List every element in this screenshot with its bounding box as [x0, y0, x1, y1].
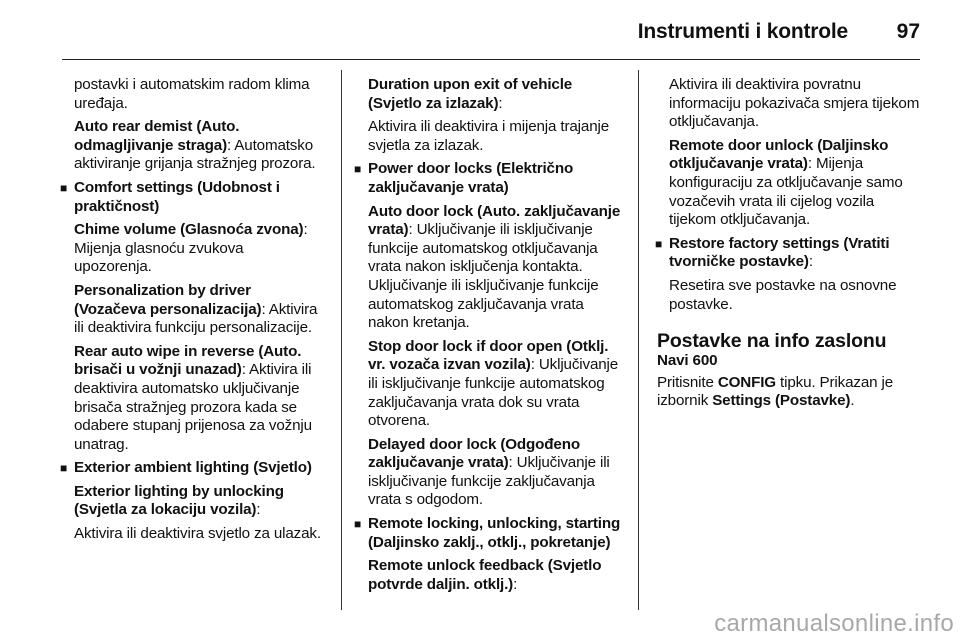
setting-name: Auto rear demist (Auto. odmagljivanje straga) [74, 118, 240, 154]
paragraph: Aktivira ili deaktivira povratnu informaciju pokazivača smjera tijekom otključavanja. [669, 76, 920, 131]
header-divider [62, 59, 920, 60]
bullet-item [356, 515, 624, 552]
setting-name: Stop door lock if door open (Otklj. vr. vozača izvan vozila) [368, 337, 609, 374]
paragraph [368, 203, 624, 333]
setting-description: : Mijenja konfiguraciju za otključavanje samo vozačevih vrata ili cijelog vozila tijekom otključavanja. [669, 155, 903, 229]
page-number: 97 [896, 20, 920, 43]
text-run: tipku. Prikazan je izbornik [657, 373, 894, 410]
setting-name: Remote door unlock (Daljinsko otključavanje vrata) [669, 136, 889, 173]
paragraph [74, 221, 322, 277]
paragraph: Aktivira ili deaktivira svjetlo za ulazak. [74, 525, 321, 543]
paragraph [657, 374, 923, 411]
bullet-heading: Comfort settings (Udobnost i praktičnost) [74, 178, 280, 215]
paragraph: Aktivira ili deaktivira i mijenja trajanje svjetla za izlazak. [368, 118, 610, 154]
bullet-heading: Remote locking, unlocking, starting (Daljinsko zaklj., otklj., pokretanje) [368, 515, 621, 551]
paragraph [74, 343, 322, 455]
setting-name: Rear auto wipe in reverse (Auto. brisači u vožnji unazad) [74, 342, 302, 379]
setting-description: : Uključivanje ili isključivanje funkcije automatskog otključavanja vrata nakon isključenja kontakta. Uključivanje ili isključivanje funkcije automatskog zaključavanja vrata nakon kretanja. [368, 221, 599, 332]
setting-name: Auto door lock (Auto. zaključavanje vrata) [368, 202, 621, 239]
paragraph [368, 436, 624, 510]
bullet-item [62, 459, 322, 478]
bullet-mark: ■ [354, 162, 362, 177]
setting-description: : Uključivanje ili isključivanje funkcije automatskog zaključavanja vrata dok su vrata otvorena. [368, 356, 619, 430]
column-3 [657, 76, 923, 411]
column-divider-2 [638, 70, 639, 610]
bullet-heading: Restore factory settings (Vratiti tvorničke postavke) [669, 234, 890, 271]
setting-description: : Automatsko aktiviranje grijanja stražnjeg prozora. [74, 136, 316, 173]
setting-description: : Uključivanje ili isključivanje funkcije zaključavanja vrata s odgodom. [368, 454, 610, 509]
bullet-mark: ■ [60, 461, 68, 476]
paragraph [368, 76, 624, 113]
bullet-mark: ■ [354, 517, 362, 532]
bullet-heading: Power door locks (Električno zaključavanje vrata) [368, 160, 574, 196]
button-name: CONFIG [717, 373, 776, 391]
setting-description: : [513, 575, 518, 593]
setting-description: : [256, 501, 261, 519]
bullet-colon: : [808, 253, 813, 271]
paragraph [368, 557, 624, 594]
bullet-item [356, 160, 624, 197]
setting-description: : Mijenja glasnoću zvukova upozorenja. [74, 221, 308, 276]
menu-name: Settings (Postavke) [712, 392, 851, 410]
text-run: Pritisnite [657, 373, 718, 391]
paragraph [74, 483, 322, 520]
setting-name: Chime volume (Glasnoća zvona) [74, 221, 304, 239]
setting-name: Duration upon exit of vehicle (Svjetlo za izlazak) [368, 76, 573, 112]
bullet-item [62, 179, 322, 216]
bullet-item [657, 235, 923, 272]
paragraph [74, 282, 322, 338]
section-title: Postavke na info zaslonu [657, 330, 887, 353]
section-subtitle: Navi 600 [657, 352, 718, 370]
paragraph: Resetira sve postavke na osnovne postavke. [669, 276, 897, 313]
watermark: carmanualsonline.info [714, 610, 954, 637]
bullet-mark: ■ [655, 236, 663, 251]
bullet-mark: ■ [60, 180, 68, 195]
column-divider-1 [341, 70, 342, 610]
setting-name: Exterior lighting by unlocking (Svjetla za lokaciju vozila) [74, 482, 284, 519]
paragraph [368, 338, 624, 431]
setting-name: Remote unlock feedback (Svjetlo potvrde daljin. otklj.) [368, 557, 602, 593]
setting-name: Personalization by driver (Vozačeva personalizacija) [74, 281, 262, 318]
setting-description: : Aktivira ili deaktivira funkciju personalizacije. [74, 300, 318, 337]
text-run: . [850, 392, 855, 410]
paragraph [74, 118, 322, 174]
setting-description: : [498, 94, 503, 112]
column-1 [62, 76, 322, 549]
paragraph: postavki i automatskim radom klima uređaja. [74, 76, 310, 112]
setting-name: Delayed door lock (Odgođeno zaključavanje vrata) [368, 435, 580, 472]
page-header [0, 0, 960, 62]
column-2 [356, 76, 624, 599]
page-title: Instrumenti i kontrole [637, 20, 848, 43]
bullet-heading: Exterior ambient lighting (Svjetlo) [74, 459, 312, 477]
setting-description: : Aktivira ili deaktivira automatsko uključivanje brisača stražnjeg prozora kada se odabere stupanj prijenosa za vožnju unatrag. [74, 361, 312, 453]
paragraph [669, 137, 923, 230]
